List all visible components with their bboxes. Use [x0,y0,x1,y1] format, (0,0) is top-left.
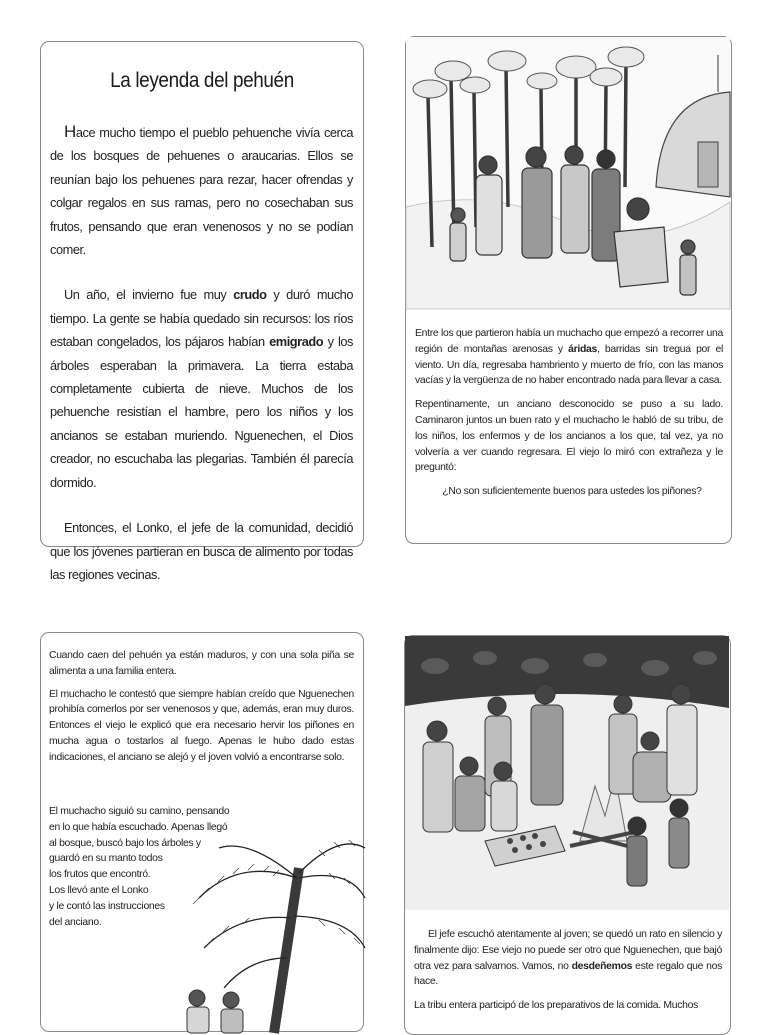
paragraph-1-text: ace mucho tiempo el pueblo pehuenche vivía cerca de los bosques de pehuenes o araucarias. Ellos se reunían bajo los pehuenes para rezar, hacer ofrendas y colgar regalos en sus ramas, pero no cosechaban sus frutos, pensando que eran venenosos y no se podían comer. [50,125,353,258]
paragraph-8: El muchacho le contestó que siempre habían creído que Nguenechen prohibía comerlos por ser venenosos y que, además, eran muy duros. Entonces el viejo le explicó que era necesario hervir los piñones en mucha agua o tostarlos al fuego. Apenas le hubo dado estas indicaciones, el anciano se alejó y el joven volvió a encontrarse solo. [49,688,354,763]
story-card-1 [40,41,364,582]
vocab-crudo: crudo [233,287,267,303]
text-line: guardó en su manto todos [49,853,163,865]
drop-cap: H [64,122,76,141]
paragraph-2-text-c: y duró mucho tiempo. La gente se había quedado sin recursos: los ríos estaban congelados, los pájaros habían [50,287,353,350]
snowy-forest-illustration [406,37,730,309]
vocab-emigrado: emigrado [269,334,324,350]
paragraph-1 [50,120,353,261]
paragraph-4-text-a: Entre los que partieron había un muchacho que empezó a recorrer una región de montañas arenosas y [415,328,723,355]
story-title: La leyenda del pehuén [110,69,294,92]
text-line: Los llevó ante el Lonko [49,884,149,896]
story-body-4 [414,927,722,1022]
paragraph-10-text-a: El jefe escuchó atentamente al joven; se quedó un rato en silencio y finalmente dijo: Ese viejo no puede ser otro que Nguenechen, que bajó otra vez para salvarnos. Vamos, no [414,929,722,972]
story-card-3 [40,632,364,1032]
paragraph-3: Entonces, el Lonko, el jefe de la comunidad, decidió que los jóvenes partieran en busca de alimento por todas las regiones vecinas. [50,520,353,582]
paragraph-2-text-a: Un año, el invierno fue muy [64,287,234,303]
paragraph-6 [415,484,723,500]
text-line: El muchacho siguió su camino, pensando [49,806,230,817]
text-line: en lo que había escuchado. Apenas llegó [49,821,228,833]
story-body-2 [415,326,723,508]
vocab-aridas: áridas [568,343,597,355]
paragraph-4 [415,326,723,389]
vocab-desdenemos: desdeñemos [571,960,633,972]
paragraph-11: La tribu entera participó de los preparativos de la comida. Muchos [414,1000,699,1012]
story-card-4 [404,635,731,1035]
text-line: los frutos que encontró. [49,869,151,881]
story-body-3 [49,648,354,773]
old-man-question: ¿No son suficientemente buenos para ustedes los piñones? [442,486,702,498]
paragraph-2-text-e: y los árboles esperaban la primavera. La tierra estaba completamente cubierta de nieve. Muchos de los pehuenche resistían el hambre, pero los niños y los ancianos se estaban muriendo. Nguenechen, el Dios creador, no escuchaba las plegarias. También él parecía dormido. [50,334,353,490]
paragraph-2 [50,283,353,494]
paragraph-10-text-c: este regalo que nos hace. [414,960,722,988]
text-line: y le contó las instrucciones [49,900,165,912]
paragraph-4-text-c: , barridas sin tregua por el viento. Un día, regresaba hambriento y muerto de frío, con las manos vacías y la vergüenza de no haber encontrado nada para llevar a casa. [415,343,723,387]
paragraph-5: Repentinamente, un anciano desconocido se puso a su lado. Caminaron juntos un buen rato y el muchacho le habló de su tribu, de los niños, los enfermos y de los ancianos a los que, tal vez, ya no volvería a ver cuando regresara. El viejo lo miró con extrañeza y le preguntó: [415,399,723,474]
paragraph-10 [414,927,722,990]
paragraph-7: Cuando caen del pehuén ya están maduros, y con una sola piña se alimenta a una familia entera. [49,650,354,677]
text-line: al bosque, buscó bajo los árboles y [49,837,201,849]
araucaria-tree-illustration [179,828,365,1033]
text-line: del anciano. [49,916,102,928]
night-campfire-illustration [405,636,729,910]
story-body-1 [50,120,353,608]
story-card-2 [405,36,732,544]
